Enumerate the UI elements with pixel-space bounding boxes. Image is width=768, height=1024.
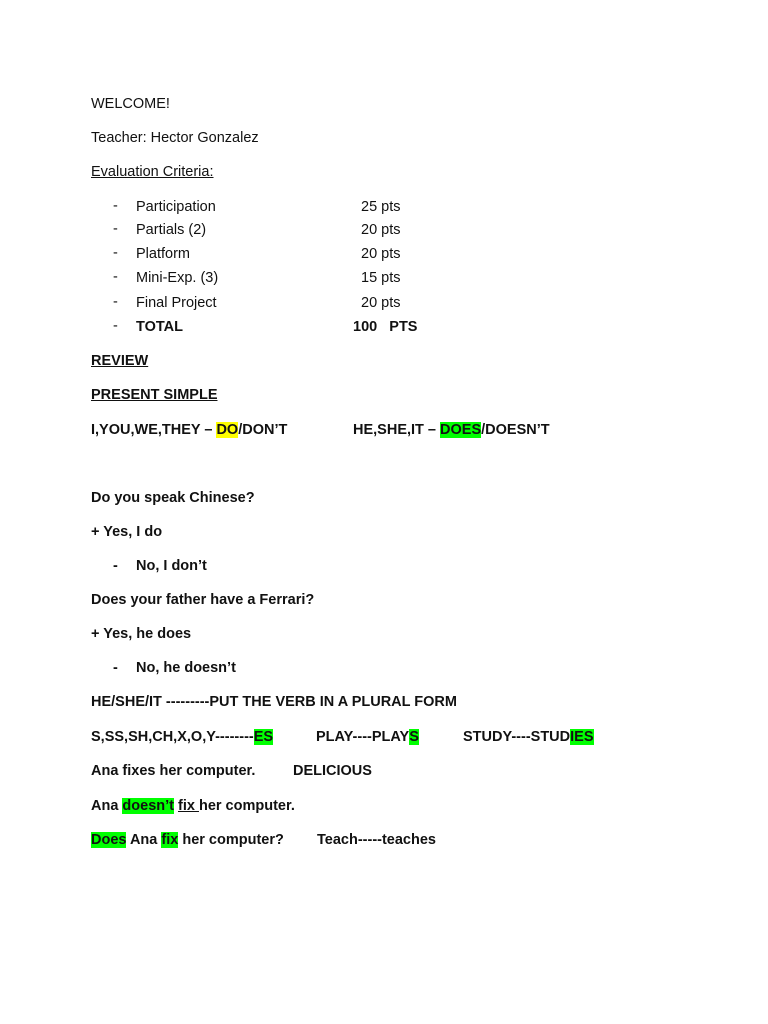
example-word: DELICIOUS [293,763,372,779]
endings-es [91,728,273,746]
example-text: her computer? [178,832,284,848]
present-simple-heading: PRESENT SIMPLE [91,387,218,403]
plural-rule: HE/SHE/IT ---------PUT THE VERB IN A PLURAL FORM [91,694,457,710]
criteria-points: 20 pts [361,295,401,311]
example-text: Ana [126,832,162,848]
criteria-points: 20 pts [361,222,401,238]
criteria-name: Mini-Exp. (3) [136,270,219,286]
question-2: Does your father have a Ferrari? [91,592,315,608]
example-text: her computer. [198,798,295,814]
answer-2-yes: + Yes, he does [91,626,192,642]
criteria-points: 15 pts [361,270,401,286]
rule-singular-subjects [353,421,550,439]
rule-text: /DON’T [238,422,288,438]
example-3 [91,831,284,849]
rule-plural-subjects [91,421,287,439]
endings-text: STUDY----STUD [463,729,571,745]
endings-study [463,728,594,746]
rule-text: I,YOU,WE,THEY – [91,422,217,438]
list-dash: - [113,318,118,334]
endings-text: PLAY----PLAY [316,729,410,745]
criteria-name: Final Project [136,295,217,311]
list-dash: - [113,660,118,676]
answer-2-no: No, he doesn’t [136,660,236,676]
list-dash: - [113,245,118,261]
highlight-does: DOES [440,422,482,438]
example-text: Ana [91,798,123,814]
example-1: Ana fixes her computer. [91,763,256,779]
question-1: Do you speak Chinese? [91,490,255,506]
teacher-line: Teacher: Hector Gonzalez [91,130,259,146]
answer-1-yes: + Yes, I do [91,524,163,540]
criteria-points: 20 pts [361,246,401,262]
endings-play [316,728,419,746]
rule-text: /DOESN’T [481,422,550,438]
criteria-points: 100 PTS [353,319,418,335]
highlight-fix: fix [161,832,179,848]
highlight-s: S [409,729,419,745]
criteria-name: Participation [136,199,216,215]
review-heading: REVIEW [91,353,149,369]
welcome-heading: WELCOME! [91,96,170,112]
highlight-does-question: Does [91,832,127,848]
example-2 [91,797,295,815]
rule-text: HE,SHE,IT – [353,422,441,438]
highlight-doesnt: doesn’t [122,798,174,814]
list-dash: - [113,269,118,285]
underlined-fix: fix [178,798,199,814]
list-dash: - [113,198,118,214]
highlight-ies: IES [570,729,594,745]
endings-text: S,SS,SH,CH,X,O,Y-------- [91,729,254,745]
criteria-name: Platform [136,246,190,262]
list-dash: - [113,221,118,237]
list-dash: - [113,294,118,310]
highlight-es: ES [253,729,274,745]
example-teach: Teach-----teaches [317,832,436,848]
list-dash: - [113,558,118,574]
criteria-name: Partials (2) [136,222,207,238]
criteria-name: TOTAL [136,319,183,335]
answer-1-no: No, I don’t [136,558,207,574]
criteria-heading: Evaluation Criteria: [91,164,214,180]
criteria-points: 25 pts [361,199,401,215]
highlight-do: DO [216,422,239,438]
